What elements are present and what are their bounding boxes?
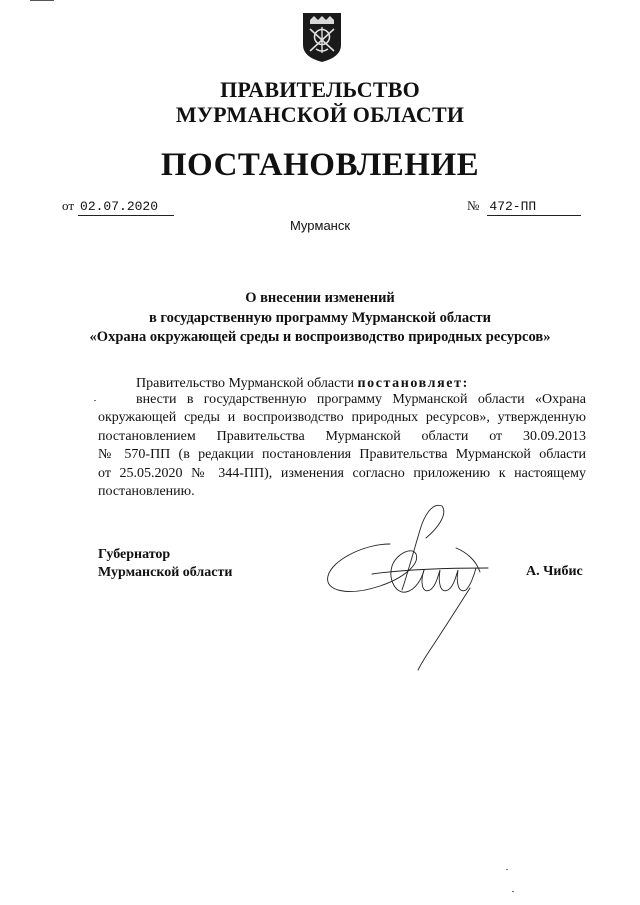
signatory-title-line1: Губернатор: [98, 547, 171, 562]
coat-of-arms-icon: [301, 11, 343, 63]
body-line: постановлением Правительства Мурманской области от 30.09.2013: [98, 428, 586, 444]
org-name-line1: ПРАВИТЕЛЬСТВО: [220, 77, 420, 102]
body-line: № 570-ПП (в редакции постановления Правительства Мурманской области: [98, 447, 586, 463]
subject-line3: «Охрана окружающей среды и воспроизводство природных ресурсов»: [89, 329, 551, 345]
issue-city: Мурманск: [289, 218, 351, 233]
body-line: постановлению.: [98, 484, 195, 500]
scan-speck: [512, 891, 514, 892]
number-value: 472-ПП: [487, 199, 581, 216]
date-value: 02.07.2020: [78, 199, 174, 216]
resolution-body: [98, 391, 586, 501]
document-type-title: ПОСТАНОВЛЕНИЕ: [160, 147, 480, 183]
preamble-verb: постановляет:: [357, 376, 469, 391]
document-date: [62, 197, 174, 216]
body-line: внести в государственную программу Мурманской области «Охрана: [136, 392, 586, 407]
scan-speck: [94, 400, 96, 401]
body-line: окружающей среды и воспроизводство природных ресурсов», утвержденную: [98, 410, 586, 426]
signatory-name: А. Чибис: [526, 564, 583, 579]
body-line: от 25.05.2020 № 344-ПП), изменения согласно приложению к настоящему: [98, 465, 586, 481]
subject-line1: О внесении изменений: [245, 290, 395, 306]
subject-line2: в государственную программу Мурманской области: [148, 310, 492, 326]
preamble-lead: Правительство Мурманской области: [136, 376, 358, 391]
signatory-title-line2: Мурманской области: [98, 565, 233, 580]
document-number: [467, 197, 581, 216]
date-prefix: от: [62, 198, 75, 213]
scan-mark: [30, 0, 54, 1]
scan-speck: [506, 869, 508, 870]
signature-icon: [320, 498, 500, 678]
org-name-line2: МУРМАНСКОЙ ОБЛАСТИ: [175, 102, 465, 127]
number-prefix: №: [467, 198, 480, 213]
